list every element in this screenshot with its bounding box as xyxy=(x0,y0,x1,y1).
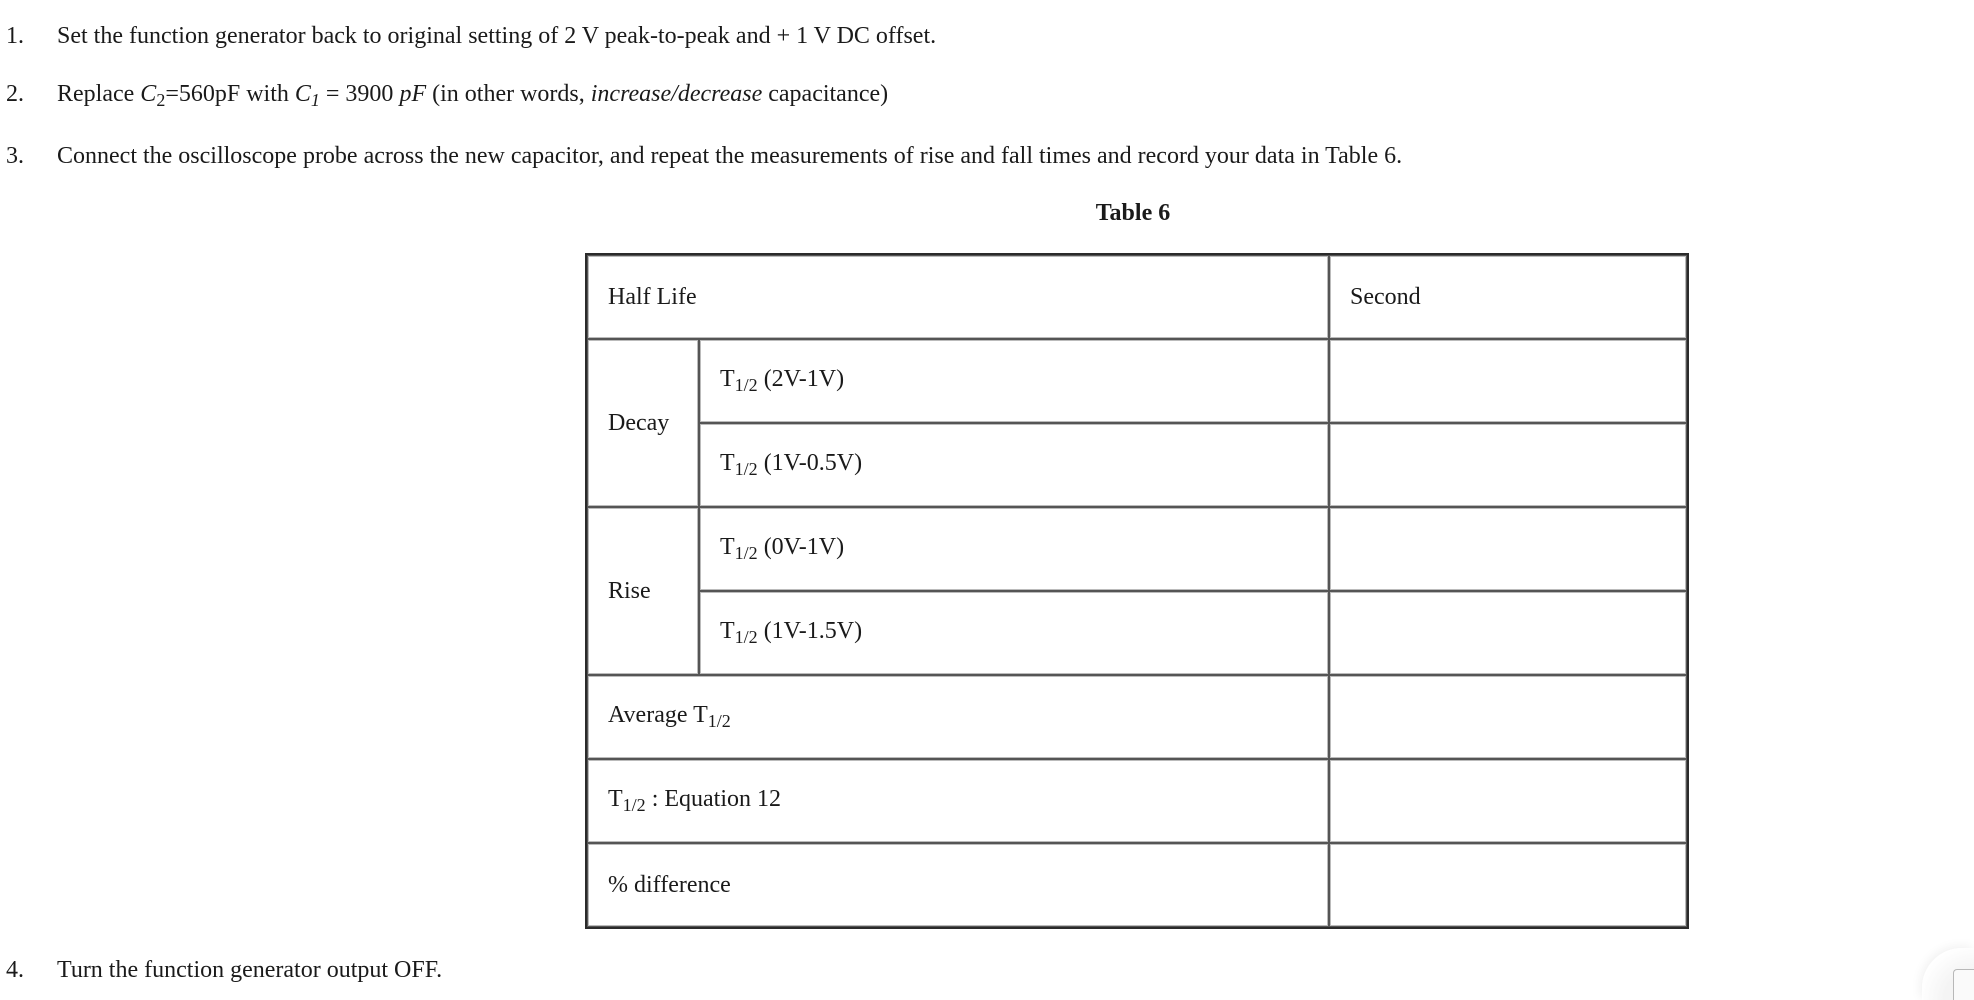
table-row xyxy=(587,339,1687,423)
t-subscript: 1/2 xyxy=(734,543,758,563)
capacitor-c2-symbol: C xyxy=(140,81,157,107)
step-text: Turn the function generator output OFF. xyxy=(57,957,443,983)
t-subscript: 1/2 xyxy=(707,711,731,731)
value-cell[interactable] xyxy=(1329,507,1687,591)
corner-page-widget[interactable] xyxy=(1922,948,1974,1000)
difference-row-label: % difference xyxy=(587,843,1329,927)
rise-group-label: Rise xyxy=(587,507,699,675)
value-cell[interactable] xyxy=(1329,675,1687,759)
text-segment: = 3900 xyxy=(319,81,400,107)
row-label-text: (0V-1V) xyxy=(757,534,845,560)
table-row xyxy=(587,843,1687,927)
half-life-header: Half Life xyxy=(587,255,1329,339)
step-number: 3. xyxy=(6,143,24,169)
row-label-text: (1V-1.5V) xyxy=(757,618,863,644)
value-cell[interactable] xyxy=(1329,759,1687,843)
table-header-row xyxy=(587,255,1687,339)
step-text xyxy=(57,79,888,115)
row-label xyxy=(699,507,1329,591)
capacitor-c1-subscript: 1 xyxy=(310,90,320,110)
step-number: 2. xyxy=(6,81,24,107)
table-caption: Table 6 xyxy=(1095,200,1171,226)
t-subscript: 1/2 xyxy=(622,795,646,815)
step-text: Connect the oscilloscope probe across the new capacitor, and repeat the measurements of rise and fall times and record your data in Table 6. xyxy=(57,143,1403,169)
row-label-text: : Equation 12 xyxy=(645,786,782,812)
row-label xyxy=(699,591,1329,675)
row-label-text: (2V-1V) xyxy=(757,366,845,392)
text-segment: capacitance) xyxy=(762,81,889,107)
row-label-text: Average T xyxy=(608,702,708,728)
data-table xyxy=(585,253,1689,929)
page-handle-icon[interactable] xyxy=(1953,969,1974,1000)
row-label xyxy=(699,423,1329,507)
row-label xyxy=(699,339,1329,423)
average-row-label xyxy=(587,675,1329,759)
capacitor-c1-symbol: C xyxy=(294,81,311,107)
value-cell[interactable] xyxy=(1329,843,1687,927)
text-segment: (in other words, xyxy=(426,81,591,107)
table-row xyxy=(587,423,1687,507)
value-cell[interactable] xyxy=(1329,339,1687,423)
text-segment: Replace xyxy=(57,81,141,107)
table-row xyxy=(587,507,1687,591)
table-row xyxy=(587,675,1687,759)
text-segment: =560pF with xyxy=(165,81,295,107)
step-number: 1. xyxy=(6,23,24,49)
second-header: Second xyxy=(1329,255,1687,339)
t-symbol: T xyxy=(720,534,735,560)
table-row xyxy=(587,591,1687,675)
t-symbol: T xyxy=(720,450,735,476)
t-subscript: 1/2 xyxy=(734,459,758,479)
t-symbol: T xyxy=(720,618,735,644)
decay-group-label: Decay xyxy=(587,339,699,507)
t-symbol: T xyxy=(608,786,623,812)
capacitor-c2-subscript: 2 xyxy=(156,90,166,110)
equation-row-label xyxy=(587,759,1329,843)
t-subscript: 1/2 xyxy=(734,375,758,395)
value-cell[interactable] xyxy=(1329,423,1687,507)
row-label-text: (1V-0.5V) xyxy=(757,450,863,476)
table-row xyxy=(587,759,1687,843)
step-text: Set the function generator back to original setting of 2 V peak-to-peak and + 1 V DC offset. xyxy=(57,23,937,49)
unit-pf: pF xyxy=(399,81,427,107)
step-number: 4. xyxy=(6,957,24,983)
t-symbol: T xyxy=(720,366,735,392)
value-cell[interactable] xyxy=(1329,591,1687,675)
increase-decrease-text: increase/decrease xyxy=(590,81,763,107)
t-subscript: 1/2 xyxy=(734,627,758,647)
